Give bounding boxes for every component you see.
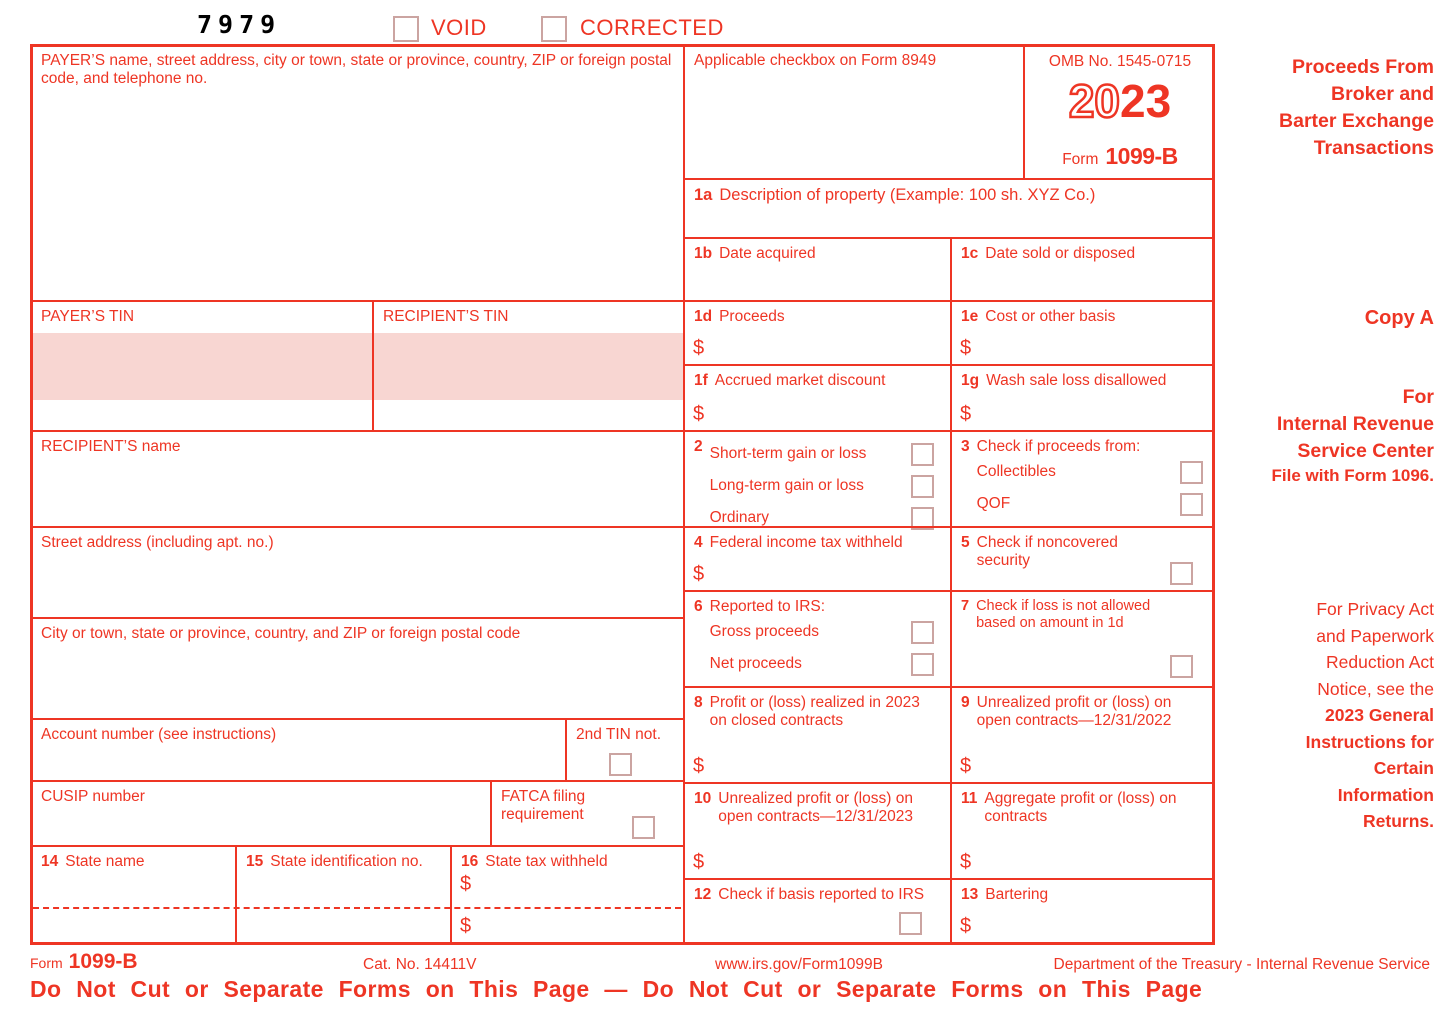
box-9-field[interactable]: 9 Unrealized profit or (loss) on open contracts—12/31/2022 $ [950,686,1215,782]
long-term-checkbox[interactable] [911,475,934,498]
long-term-label: Long-term gain or loss [709,476,864,494]
omb-label: OMB No. 1545-0715 [1048,53,1192,70]
recipient-tin-label: RECIPIENT’S TIN [383,308,509,325]
box-11-field[interactable]: 11 Aggregate profit or (loss) on contracts $ [950,782,1215,878]
box-2-field: 2 Short-term gain or loss Long-term gain or loss Ordinary [683,430,950,526]
box-1f-label: Accrued market discount [714,372,886,389]
fatca-field [490,780,683,845]
dollar-sign: $ [693,403,705,426]
box-4-label: Federal income tax withheld [709,534,903,551]
cusip-field[interactable] [30,780,490,845]
box-13-field[interactable]: 13 Bartering $ [950,878,1215,945]
box-5-label: Check if noncovered security [976,534,1118,570]
corrected-label: CORRECTED [580,15,724,40]
gross-proceeds-checkbox[interactable] [911,621,934,644]
box-12-label: Check if basis reported to IRS [718,886,925,903]
omb-block [1023,44,1215,178]
box-13-label: Bartering [985,886,1049,903]
second-tin-checkbox[interactable] [609,753,632,776]
dollar-sign: $ [693,755,705,778]
box-5-field: 5 Check if noncovered security [950,526,1215,590]
fatca-label: FATCA filing requirement [501,788,586,824]
box-1d-label: Proceeds [719,308,785,325]
state-tax-label: State tax withheld [485,853,608,870]
box-10-field[interactable]: 10 Unrealized profit or (loss) on open contracts—12/31/2023 $ [683,782,950,878]
net-proceeds-checkbox[interactable] [911,653,934,676]
do-not-cut-banner: Do Not Cut or Separate Forms on This Page — Do Not Cut or Separate Forms on This Page [30,976,1203,1002]
void-checkbox[interactable] [393,16,419,42]
box-3-field: 3 Check if proceeds from: Collectibles QOF [950,430,1215,526]
footer-form-number: Form 1099-B [30,950,138,973]
void-label: VOID [431,15,487,40]
box-1e-field[interactable]: 1e Cost or other basis $ [950,300,1215,364]
recipient-name-field[interactable] [30,430,683,526]
gross-proceeds-label: Gross proceeds [709,623,820,641]
dollar-sign: $ [960,915,972,938]
dollar-sign: $ [693,851,705,874]
dollar-sign: $ [960,337,972,360]
qof-label: QOF [976,495,1011,513]
file-with-text: File with Form 1096. [1271,466,1434,485]
collectibles-label: Collectibles [976,463,1056,481]
box-1a-label: Description of property (Example: 100 sh. XYZ Co.) [719,186,1096,204]
box-12-field: 12 Check if basis reported to IRS [683,878,950,945]
corrected-checkbox[interactable] [541,16,567,42]
state-name-field[interactable]: 14 State name [30,845,235,945]
city-label: City or town, state or province, country, and ZIP or foreign postal code [41,625,521,642]
dollar-sign: $ [960,755,972,778]
dollar-sign: $ [460,873,472,895]
catalog-number: Cat. No. 14411V [363,956,477,973]
box-7-label: Check if loss is not allowed based on amount in 1d [976,598,1151,632]
box-1b-label: Date acquired [719,245,816,262]
state-name-label: State name [65,853,145,870]
form8949-label: Applicable checkbox on Form 8949 [694,52,937,69]
box-1e-label: Cost or other basis [985,308,1116,325]
box-1g-field[interactable]: 1g Wash sale loss disallowed $ [950,364,1215,430]
dollar-sign: $ [960,403,972,426]
box-8-label: Profit or (loss) realized in 2023 on closed contracts [709,694,920,730]
payer-name-field[interactable] [30,44,683,300]
city-field[interactable] [30,617,683,718]
cusip-label: CUSIP number [41,788,145,805]
recipient-name-label: RECIPIENT’S name [41,438,181,455]
treasury-label: Department of the Treasury - Internal Revenue Service [1053,956,1430,973]
dollar-sign: $ [693,337,705,360]
dollar-sign: $ [960,851,972,874]
box-1f-field[interactable]: 1f Accrued market discount $ [683,364,950,430]
state-tax-field[interactable]: 16 State tax withheld $ $ [450,845,683,945]
box-1c-label: Date sold or disposed [985,245,1136,262]
street-address-label: Street address (including apt. no.) [41,534,274,551]
box-10-label: Unrealized profit or (loss) on open contracts—12/31/2023 [718,790,913,826]
short-term-label: Short-term gain or loss [709,444,867,462]
qof-checkbox[interactable] [1180,493,1203,516]
copy-a-label: Copy A [1364,307,1434,329]
second-tin-label: 2nd TIN not. [576,726,662,743]
box-1c-field[interactable]: 1c Date sold or disposed [950,237,1215,300]
box-6-field: 6 Reported to IRS: Gross proceeds Net proceeds [683,590,950,686]
irs-url: www.irs.gov/Form1099B [715,956,883,973]
noncovered-security-checkbox[interactable] [1170,562,1193,585]
loss-not-allowed-checkbox[interactable] [1170,655,1193,678]
second-tin-field [565,718,683,780]
box-1a-field[interactable]: 1a Description of property (Example: 100 sh. XYZ Co.) [683,178,1215,237]
payer-tin-field[interactable] [30,300,372,430]
box-3-label: Check if proceeds from: [976,438,1141,455]
account-number-label: Account number (see instructions) [41,726,277,743]
recipient-tin-field[interactable] [372,300,683,430]
basis-reported-checkbox[interactable] [899,912,922,935]
tax-year: 2023 [1068,75,1172,128]
box-9-label: Unrealized profit or (loss) on open contracts—12/31/2022 [976,694,1172,730]
ordinary-label: Ordinary [709,508,770,526]
box-6-label: Reported to IRS: [709,598,826,615]
box-11-label: Aggregate profit or (loss) on contracts [984,790,1177,826]
account-number-field[interactable] [30,718,565,780]
collectibles-checkbox[interactable] [1180,461,1203,484]
net-proceeds-label: Net proceeds [709,655,802,673]
payer-name-label: PAYER’S name, street address, city or town, state or province, country, ZIP or foreign postal code, and telephone no. [41,52,672,88]
for-irs-text: For Internal Revenue Service Center [1276,386,1434,462]
box-1b-field[interactable]: 1b Date acquired [683,237,950,300]
box-4-field[interactable]: 4 Federal income tax withheld $ [683,526,950,590]
box-8-field[interactable]: 8 Profit or (loss) realized in 2023 on closed contracts $ [683,686,950,782]
dollar-sign: $ [693,563,705,586]
privacy-notice-text: For Privacy Act and Paperwork Reduction Act Notice, see the 2023 General Instructions for Certain Information Returns. [1305,599,1434,831]
form-title: Proceeds From Broker and Barter Exchange Transactions [1279,56,1434,159]
state-id-label: State identification no. [270,853,423,870]
dollar-sign: $ [460,915,472,937]
short-term-checkbox[interactable] [911,443,934,466]
payer-tin-label: PAYER’S TIN [41,308,135,325]
form-code: 7979 [197,10,282,39]
box-1g-label: Wash sale loss disallowed [986,372,1167,389]
form8949-field[interactable] [683,44,1023,178]
street-address-field[interactable] [30,526,683,617]
state-row-divider [33,907,681,909]
box-7-field: 7 Check if loss is not allowed based on amount in 1d [950,590,1215,686]
fatca-checkbox[interactable] [632,816,655,839]
state-id-field[interactable]: 15 State identification no. [235,845,450,945]
form-number-header: Form 1099-B [1062,142,1178,169]
box-1d-field[interactable]: 1d Proceeds $ [683,300,950,364]
